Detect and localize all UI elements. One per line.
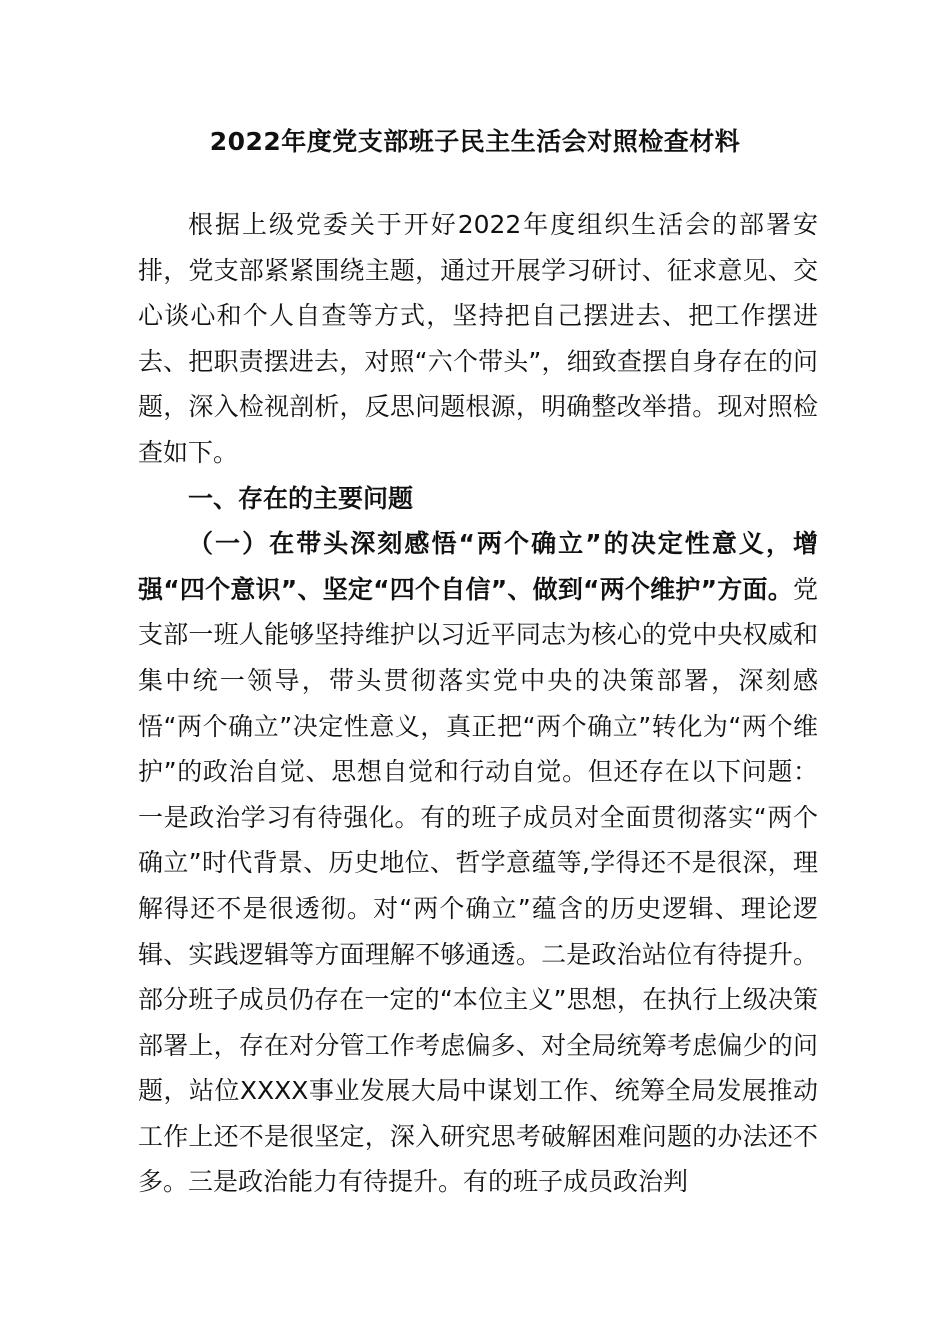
section-heading-main-problems: 一、存在的主要问题 — [188, 483, 414, 513]
subsection-body: 党支部一班人能够坚持维护以习近平同志为核心的党中央权威和集中统一领导，带头贯彻落实党中央的决策部署，深刻感悟“两个确立”决定性意义，真正把“两个确立”转化为“两个维护”的政治自觉、思想自觉和行动自觉。但还存在以下问题：一是政治学习有待强化。有的班子成员对全面贯彻落实“两个确立”时代背景、历史地位、哲学意蕴等,学得还不是很深，理解得还不是很透彻。对“两个确立”蕴含的历史逻辑、理论逻辑、实践逻辑等方面理解不够通透。二是政治站位有待提升。部分班子成员仍存在一定的“本位主义”思想，在执行上级决策部署上，存在对分管工作考虑偏多、对全局统筹考虑偏少的问题，站位XXXX事业发展大局中谋划工作、统筹全局发展推动工作上还不是很坚定，深入研究思考破解困难问题的办法还不多。三是政治能力有待提升。有的班子成员政治判 — [138, 574, 818, 1197]
document-title: 2022年度党支部班子民主生活会对照检查材料 — [209, 127, 741, 156]
document-body — [138, 202, 818, 1205]
subsection-heading: （一）在带头深刻感悟“两个确立”的决定性意义，增强“四个意识”、坚定“四个自信”、做到“两个维护”方面。 — [138, 529, 818, 604]
subsection-paragraph — [138, 521, 818, 1205]
intro-paragraph: 根据上级党委关于开好2022年度组织生活会的部署安排，党支部紧紧围绕主题，通过开展学习研讨、征求意见、交心谈心和个人自查等方式，坚持把自己摆进去、把工作摆进去、把职责摆进去，对照“六个带头”，细致查摆自身存在的问题，深入检视剖析，反思问题根源，明确整改举措。现对照检查如下。 — [138, 210, 818, 467]
